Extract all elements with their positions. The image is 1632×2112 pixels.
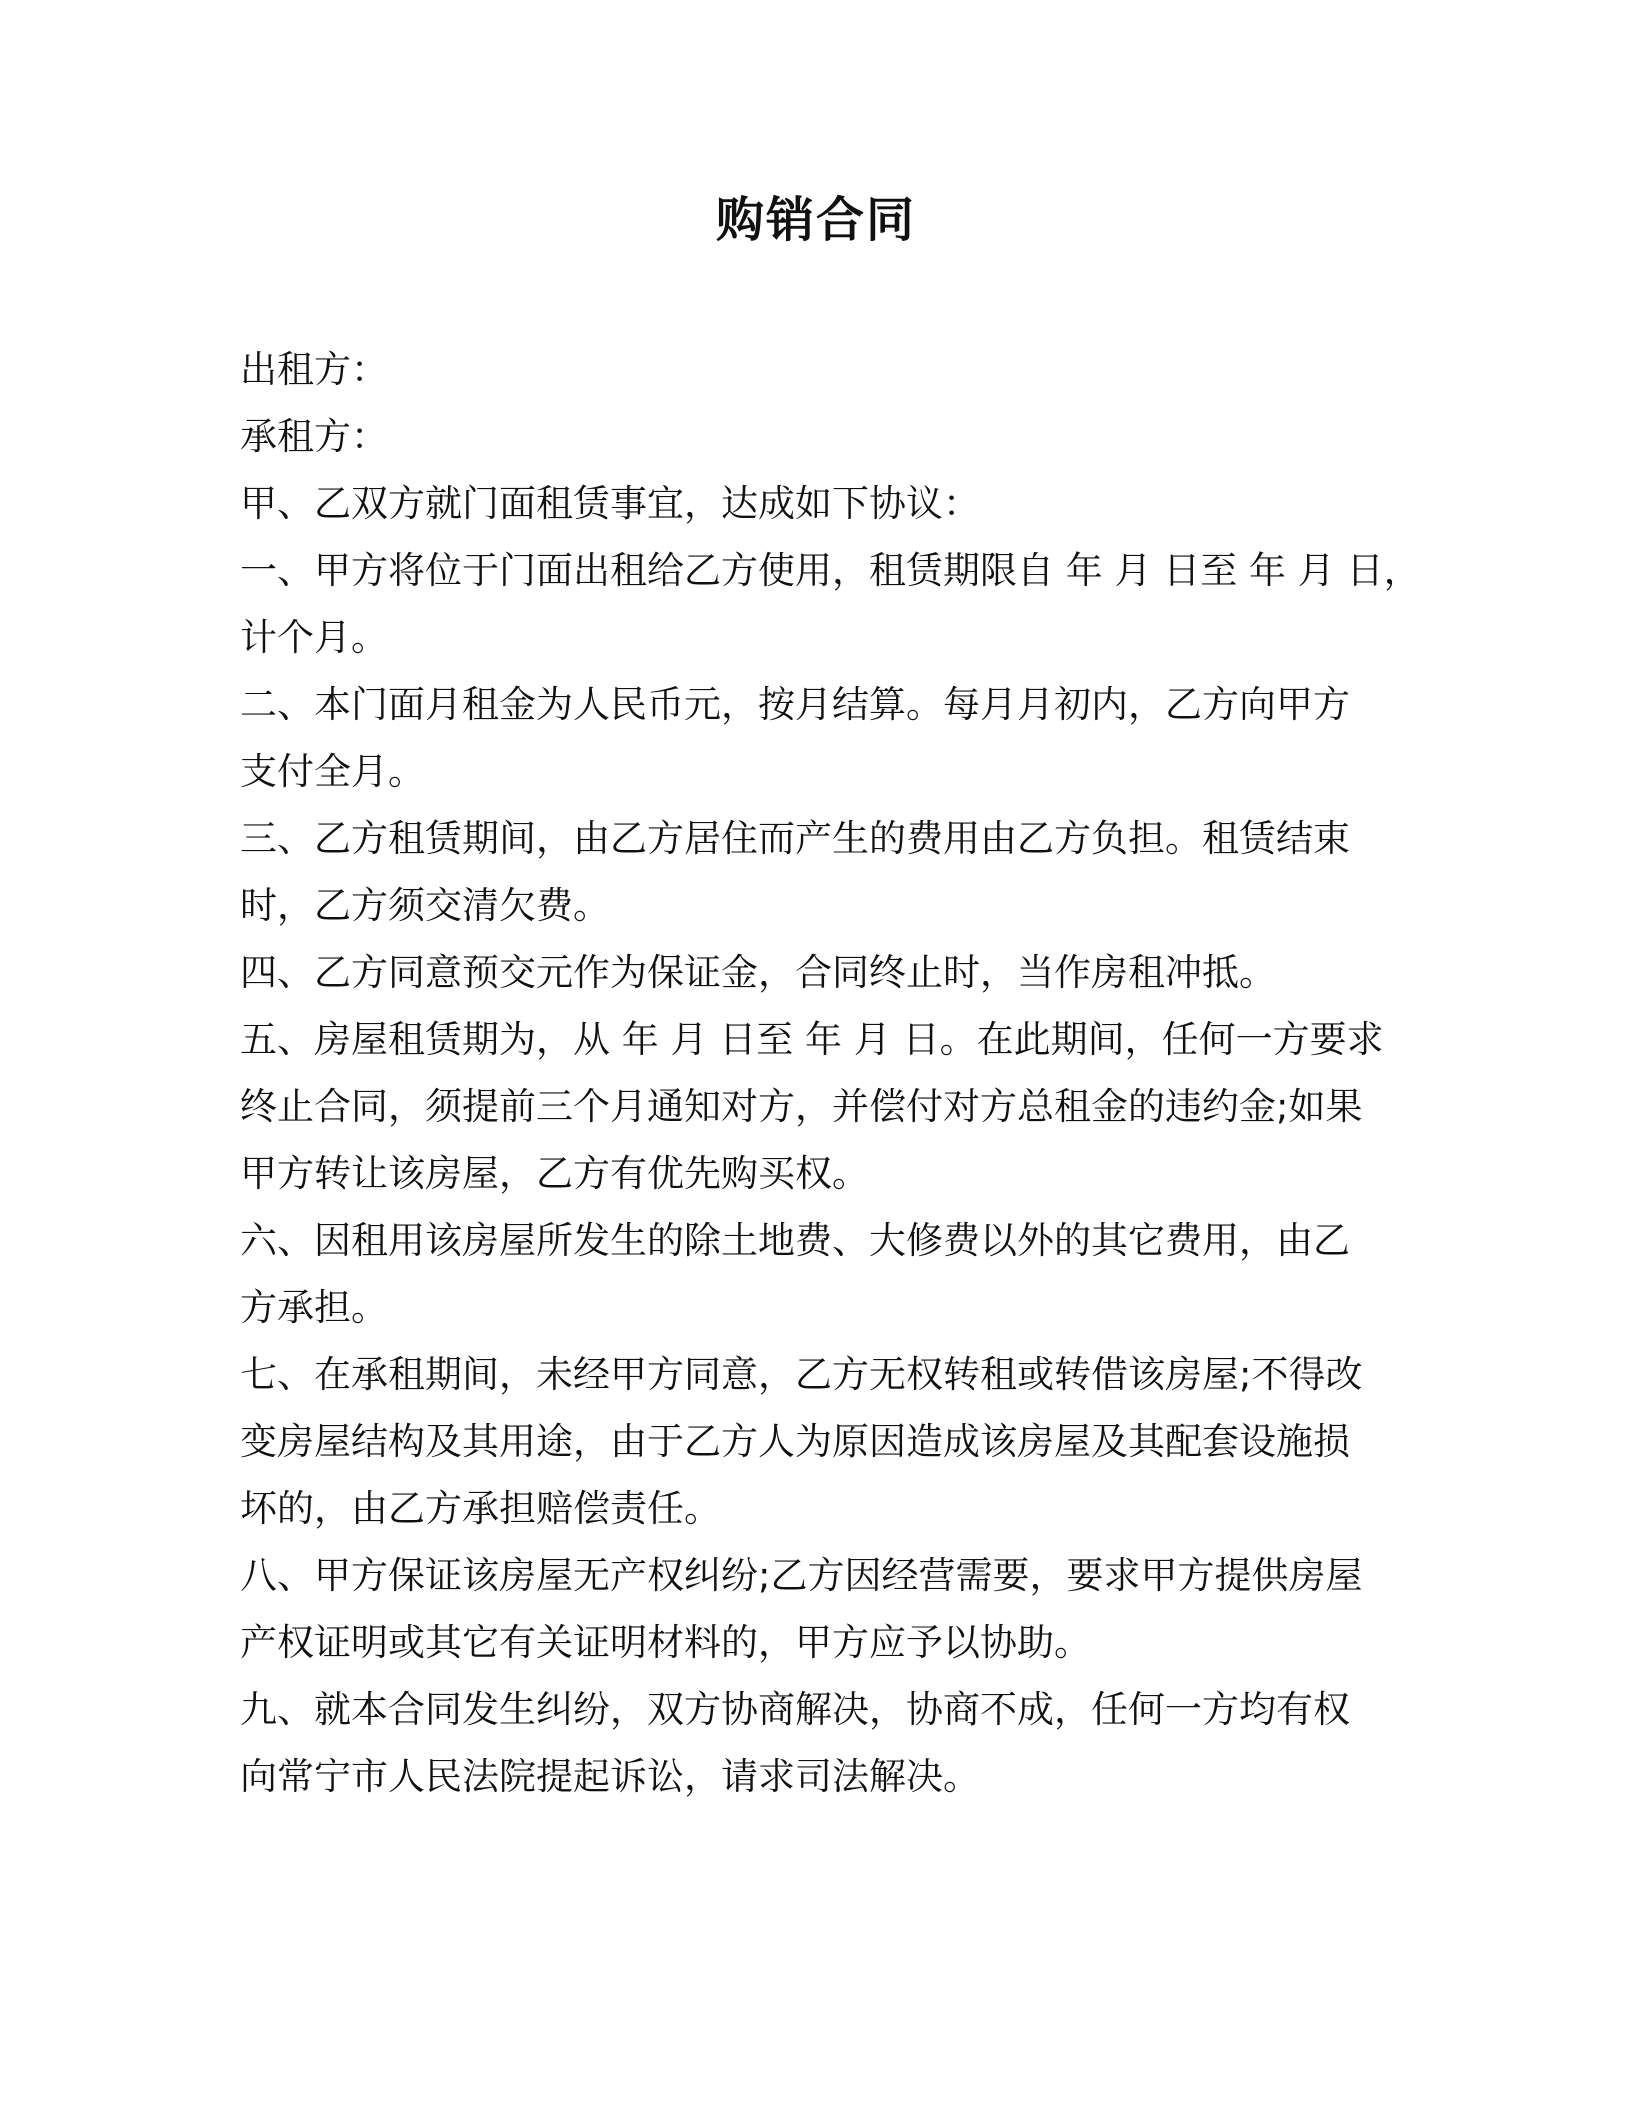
- document-line-preamble: 甲、乙双方就门面租赁事宜，达成如下协议：: [240, 482, 980, 525]
- document-line-clause-4: 四、乙方同意预交元作为保证金，合同终止时，当作房租冲抵。: [240, 951, 1276, 994]
- document-line-clause-5: 五、房屋租赁期为，从 年 月 日至 年 月 日。在此期间，任何一方要求: [240, 1018, 1384, 1061]
- document-line-clause-7-cont: 变房屋结构及其用途，由于乙方人为原因造成该房屋及其配套设施损: [240, 1420, 1350, 1463]
- document-line-clause-5-cont: 甲方转让该房屋，乙方有优先购买权。: [240, 1152, 869, 1195]
- document-line-clause-8-cont: 产权证明或其它有关证明材料的，甲方应予以协助。: [240, 1621, 1091, 1664]
- document-line-clause-1: 一、甲方将位于门面出租给乙方使用，租赁期限自 年 月 日至 年 月 日，: [240, 549, 1421, 592]
- document-line-clause-3: 三、乙方租赁期间，由乙方居住而产生的费用由乙方负担。租赁结束: [240, 817, 1350, 860]
- document-line-clause-9-cont: 向常宁市人民法院提起诉讼，请求司法解决。: [240, 1755, 980, 1798]
- document-line-clause-7-cont: 坏的，由乙方承担赔偿责任。: [240, 1487, 721, 1530]
- document-line-clause-6: 六、因租用该房屋所发生的除土地费、大修费以外的其它费用，由乙: [240, 1219, 1350, 1262]
- document-line-clause-2: 二、本门面月租金为人民币元，按月结算。每月月初内，乙方向甲方: [240, 683, 1350, 726]
- document-line-clause-7: 七、在承租期间，未经甲方同意，乙方无权转租或转借该房屋;不得改: [240, 1353, 1363, 1396]
- document-line-clause-3-cont: 时，乙方须交清欠费。: [240, 884, 610, 927]
- document-title: 购销合同: [715, 192, 916, 248]
- document-line-lessor: 出租方：: [240, 348, 388, 391]
- document-line-clause-2-cont: 支付全月。: [240, 750, 425, 793]
- document-line-lessee: 承租方：: [240, 415, 388, 458]
- document-line-clause-8: 八、甲方保证该房屋无产权纠纷;乙方因经营需要，要求甲方提供房屋: [240, 1554, 1363, 1597]
- document-line-clause-9: 九、就本合同发生纠纷，双方协商解决，协商不成，任何一方均有权: [240, 1688, 1350, 1731]
- document-body: [240, 336, 1421, 1810]
- document-line-clause-5-cont: 终止合同，须提前三个月通知对方，并偿付对方总租金的违约金;如果: [240, 1085, 1363, 1128]
- document-line-clause-1-cont: 计个月。: [240, 616, 388, 659]
- document-line-clause-6-cont: 方承担。: [240, 1286, 388, 1329]
